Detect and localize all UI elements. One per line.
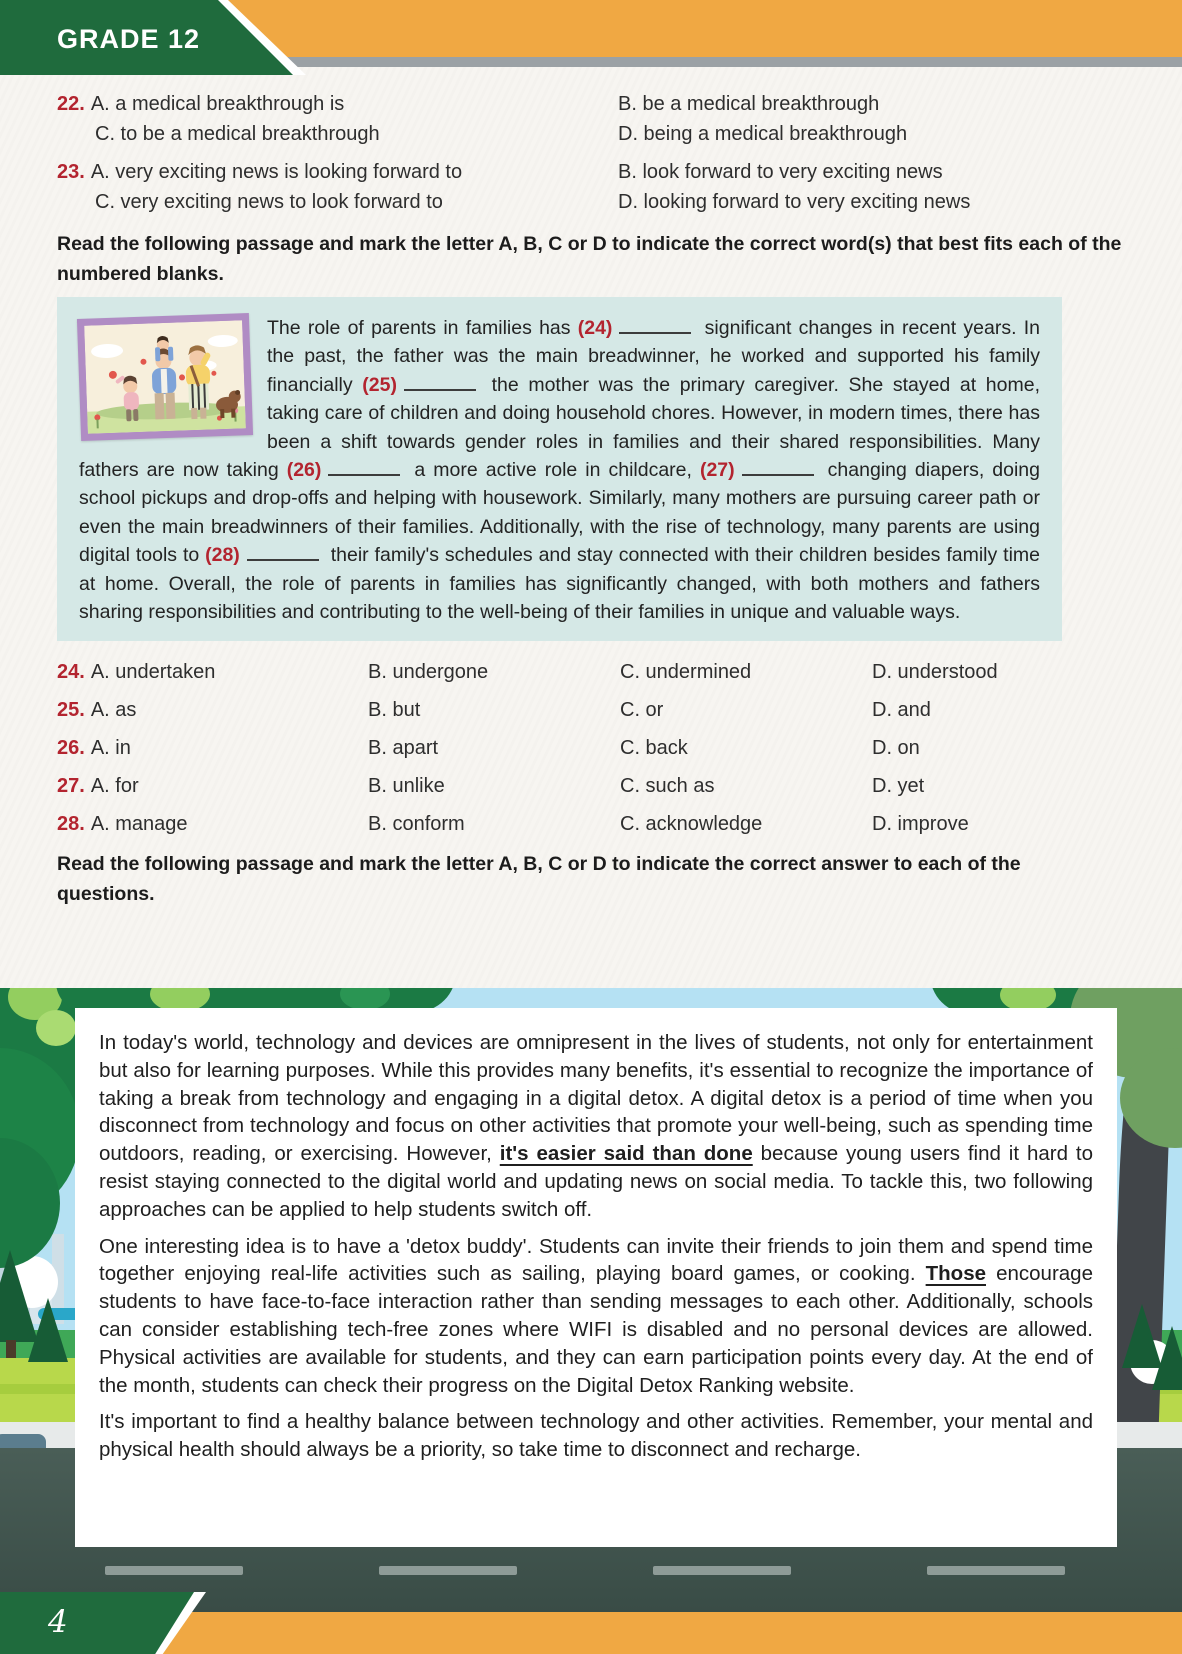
option-d: D. being a medical breakthrough — [618, 123, 908, 145]
question-ref: (27) — [699, 459, 735, 482]
reading-scene — [0, 988, 1182, 1612]
question-number: 26. — [57, 736, 85, 759]
option-a: 23. A. very exciting news is looking forward to — [57, 161, 463, 183]
option-a: 25. A. as — [57, 698, 137, 721]
blank-line — [404, 389, 476, 391]
emphasis-phrase: Those — [925, 1262, 986, 1286]
question-number: 28. — [57, 812, 85, 835]
lane-dash — [927, 1566, 1065, 1575]
option-a: 28. A. manage — [57, 812, 188, 835]
question-number: 27. — [57, 774, 85, 797]
option-b: B. apart — [368, 736, 439, 759]
grammar-question-list — [57, 89, 1122, 217]
lane-dash — [653, 1566, 791, 1575]
option-b: B. but — [368, 698, 421, 721]
family-photo — [77, 313, 253, 441]
emphasis-phrase: it's easier said than done — [499, 1142, 753, 1166]
option-d: D. understood — [872, 660, 998, 683]
mcq-row — [57, 767, 1122, 805]
page-header — [0, 0, 1182, 75]
option-c: C. very exciting news to look forward to — [95, 191, 443, 213]
pine-tree — [28, 1298, 68, 1362]
lane-dash — [379, 1566, 517, 1575]
question-number: 23. — [57, 161, 85, 183]
option-a: 24. A. undertaken — [57, 660, 216, 683]
question-ref: (24) — [577, 317, 613, 339]
option-a: 27. A. for — [57, 774, 139, 797]
blank-line — [328, 474, 400, 476]
option-d: D. and — [872, 698, 931, 721]
option-b: B. unlike — [368, 774, 445, 797]
cloze-passage-box — [57, 297, 1062, 641]
question-ref: (28) — [205, 544, 240, 567]
reading-paragraph: It's important to find a healthy balance between technology and other activities. Remember, your mental and physical health should always be a priority, so take time to disconnect and recharge. — [99, 1410, 1093, 1462]
blank-line — [742, 474, 814, 476]
blank-line — [619, 332, 691, 334]
option-b: B. undergone — [368, 660, 489, 683]
option-c: C. to be a medical breakthrough — [95, 123, 380, 145]
option-d: D. improve — [872, 812, 969, 835]
reading-instruction: Read the following passage and mark the letter A, B, C or D to indicate the correct answer to each of the questions. — [57, 853, 1021, 906]
option-c: C. such as — [620, 774, 715, 797]
reading-passage-card — [75, 1008, 1117, 1547]
option-b: B. be a medical breakthrough — [618, 93, 880, 115]
question-number: 22. — [57, 93, 85, 115]
mcq-row — [57, 653, 1122, 691]
cloze-passage-text: The role of parents in families has (24) significant changes in recent years. In the past, the father was the main breadwinner, he worked and supported his family financially (25) the mother was the primary caregiver. She stayed at home, taking care of children and doing household chores. However, in modern times, there has been a shift towards gender roles in families and their shared responsibilities. Many fathers are now taking (26) a more active role in childcare, (27) changing diapers, doing school pickups and drop-offs and helping with housework. Similarly, many mothers are pursuing career path or even the main breadwinners of their families. Additionally, with the rise of technology, many parents are using digital tools to (28) their family's schedules and stay connected with their children besides family time at home. Overall, the role of parents in families has significantly changed, with both mothers and fathers sharing responsibilities and contributing to the well-being of their families in unique and valuable ways. — [79, 317, 1040, 624]
option-a: 26. A. in — [57, 736, 131, 759]
grade-label: GRADE 12 — [57, 24, 201, 54]
pine-tree — [1152, 1326, 1182, 1390]
blank-line — [247, 559, 319, 561]
question-item — [57, 157, 1122, 217]
pine-trunk — [6, 1340, 16, 1358]
mcq-row — [57, 805, 1122, 843]
mcq-row — [57, 691, 1122, 729]
reading-paragraph: One interesting idea is to have a 'detox buddy'. Students can invite their friends to join them and spend time together enjoying real-life activities such as sailing, playing board games, or cooking. Those encourage students to have face-to-face interaction rather than sending messages to each other. Additionally, schools can consider establishing tech-free zones where WIFI is disabled and no personal devices are allowed. Physical activities are available for students, and they can earn participation points every day. At the end of the month, students can check their progress on the Digital Detox Ranking website. — [99, 1234, 1093, 1397]
option-d: D. yet — [872, 774, 925, 797]
option-a: 22. A. a medical breakthrough is — [57, 93, 345, 115]
mcq-option-table — [57, 653, 1122, 843]
reading-paragraph: In today's world, technology and devices are omnipresent in the lives of students, not only for entertainment but also for learning purposes. While this provides many benefits, it's essential to recognize the importance of taking a break from technology and engaging in a digital detox. A digital detox is a period of time when you disconnect from technology and focus on other activities that promote your well-being, such as spending time outdoors, reading, or exercising. However, it's easier said than done because young users find it hard to resist staying connected to the digital world and updating news on social media. To tackle this, two following approaches can be applied to help students switch off. — [99, 1031, 1093, 1221]
option-c: C. back — [620, 736, 688, 759]
option-b: B. conform — [368, 812, 465, 835]
option-d: D. looking forward to very exciting news — [618, 191, 971, 213]
question-ref: (26) — [286, 459, 322, 482]
page-number: 4 — [48, 1604, 68, 1640]
option-d: D. on — [872, 736, 920, 759]
question-ref: (25) — [362, 373, 397, 396]
cloze-instruction: Read the following passage and mark the letter A, B, C or D to indicate the correct word(s) that best fits each of the numbered blanks. — [57, 233, 1122, 285]
question-number: 25. — [57, 698, 85, 721]
option-c: C. acknowledge — [620, 812, 763, 835]
lane-dash — [105, 1566, 243, 1575]
option-b: B. look forward to very exciting news — [618, 161, 943, 183]
option-c: C. undermined — [620, 660, 752, 683]
question-item — [57, 89, 1122, 149]
option-c: C. or — [620, 698, 664, 721]
mcq-row — [57, 729, 1122, 767]
page-content — [0, 75, 1182, 909]
family-illustration — [84, 320, 246, 433]
leaf-cluster — [36, 1010, 76, 1046]
question-number: 24. — [57, 660, 85, 683]
